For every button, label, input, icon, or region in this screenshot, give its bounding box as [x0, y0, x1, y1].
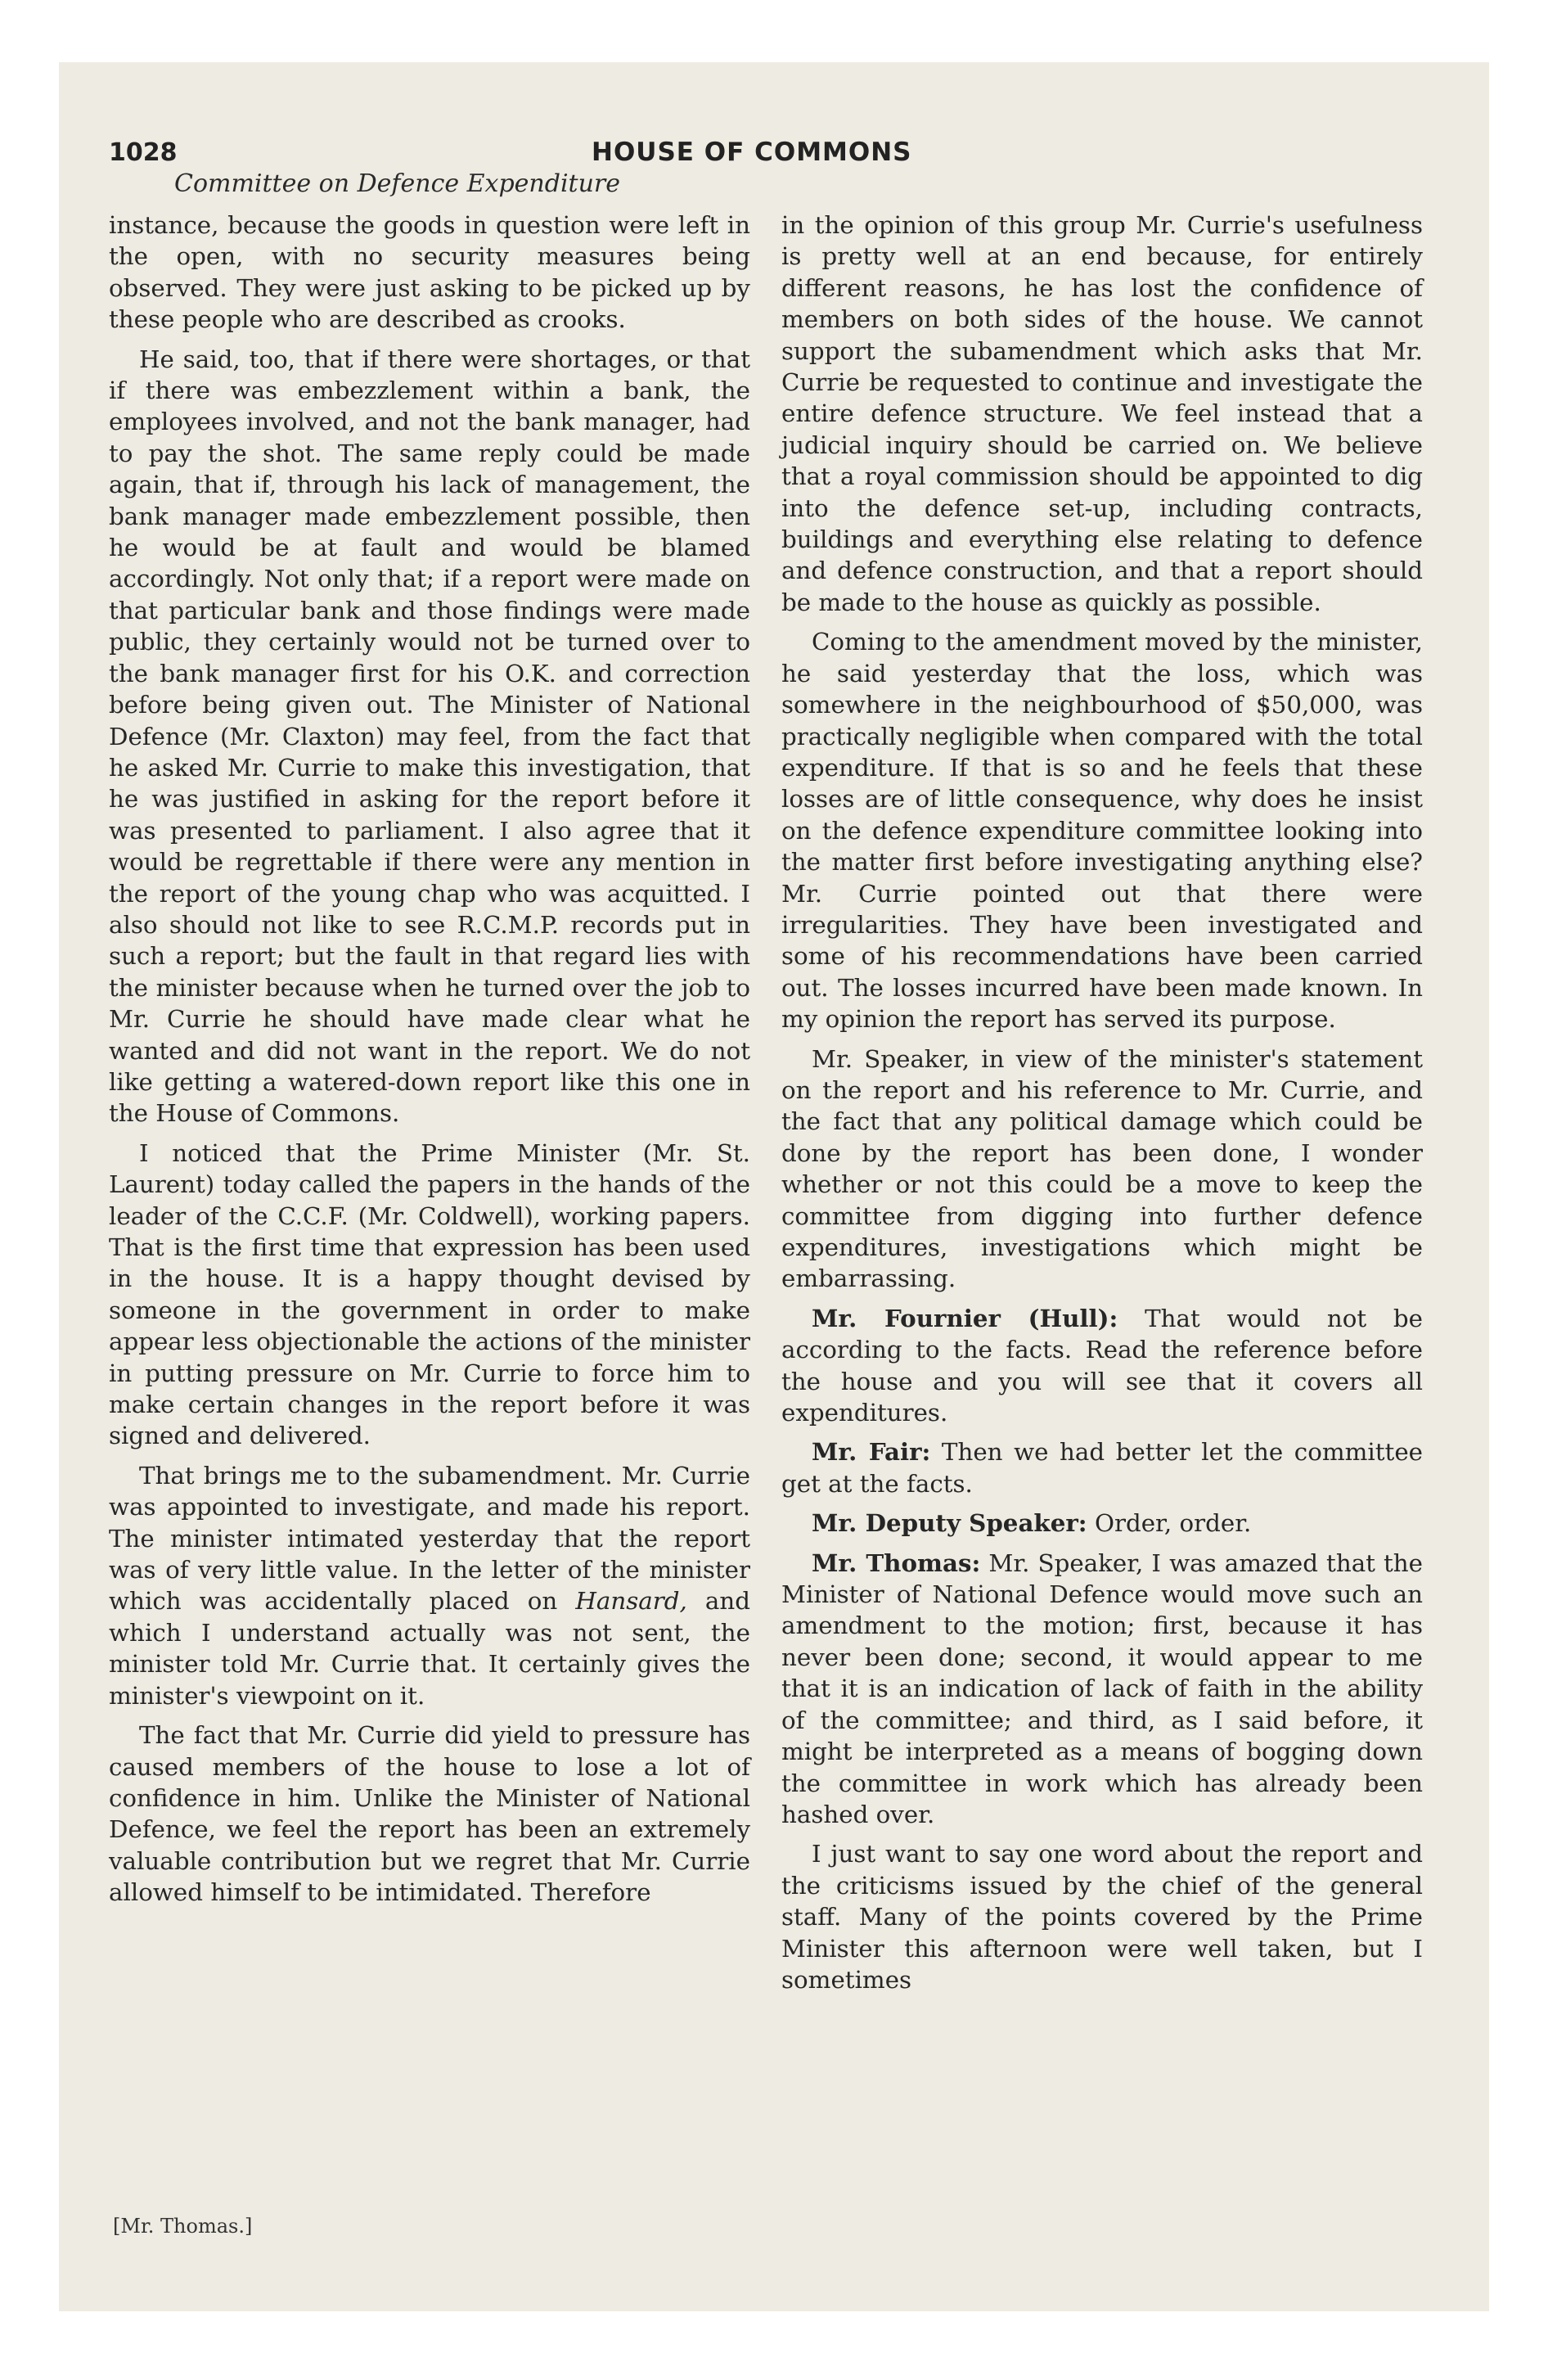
speech-text: Order, order. — [1087, 1509, 1252, 1538]
speech-text: Then we had better let the committee get at the facts. — [781, 1438, 1423, 1498]
paragraph: instance, because the goods in question were left in the open, with no security measures being observed. They were just asking to be picked up by these people who are described as crooks. — [109, 211, 750, 334]
speaker-name: Mr. Fair: — [812, 1437, 931, 1467]
paragraph-text: and which I understand actually was not sent, the minister told Mr. Currie that. It certainly gives the minister's viewpoint on it. — [109, 1587, 750, 1710]
paragraph-text: That brings me to the subamendment. Mr. Currie was appointed to investigate, and made his report. The minister intimated yesterday that the report was of very little value. In the letter of the minister which was accidentally placed on — [109, 1461, 750, 1616]
running-title: HOUSE OF COMMONS — [592, 137, 912, 167]
paragraph: The fact that Mr. Currie did yield to pressure has caused members of the house to lose a lot of confidence in him. Unlike the Minister of National Defence, we feel the report has been an extremely valuable contribution but we regret that Mr. Currie allowed himself to be intimidated. Therefore — [109, 1721, 750, 1907]
left-column — [109, 210, 750, 1917]
page-header — [109, 137, 948, 167]
section-subtitle: Committee on Defence Expenditure — [174, 169, 621, 198]
paragraph: He said, too, that if there were shortages, or that if there was embezzlement within a bank, the employees involved, and not the bank manager, had to pay the shot. The same reply could be made again, that if, through his lack of management, the bank manager made embezzlement possible, then he would be at fault and would be blamed accordingly. Not only that; if a report were made on that particular bank and those findings were made public, they certainly would not be turned over to the bank manager first for his O.K. and correction before being given out. The Minister of National Defence (Mr. Claxton) may feel, from the fact that he asked Mr. Currie to make this investigation, that he was justified in asking for the report before it was presented to parliament. I also agree that it would be regrettable if there were any mention in the report of the young chap who was acquitted. I also should not like to see R.C.M.P. records put in such a report; but the fault in that regard lies with the minister because when he turned over the job to Mr. Currie he should have made clear what he wanted and did not want in the report. We do not like getting a watered-down report like this one in the House of Commons. — [109, 345, 750, 1128]
paragraph: I just want to say one word about the report and the criticisms issued by the chief of the general staff. Many of the points covered by the Prime Minister this afternoon were well taken, but I sometimes — [781, 1840, 1423, 1994]
page-number: 1028 — [109, 138, 178, 167]
paragraph: Mr. Speaker, in view of the minister's statement on the report and his reference to Mr. Currie, and the fact that any political damage which could be done by the report has been done, I wonder whether or not this could be a move to keep the committee from digging into further defence expenditures, investigations which might be embarrassing. — [781, 1044, 1423, 1293]
speech — [781, 1303, 1423, 1429]
speech-text: That would not be according to the facts. Read the reference before the house and you will see that it covers all expenditures. — [781, 1304, 1423, 1427]
paragraph: Coming to the amendment moved by the minister, he said yesterday that the loss, which was somewhere in the neighbourhood of $50,000, was practically negligible when compared with the total expenditure. If that is so and he feels that these losses are of little consequence, why does he insist on the defence expenditure committee looking into the matter first before investigating anything else? Mr. Currie pointed out that there were irregularities. They have been investigated and some of his recommendations have been carried out. The losses incurred have been made known. In my opinion the report has served its purpose. — [781, 628, 1423, 1034]
speech — [781, 1508, 1423, 1539]
speaker-name: Mr. Deputy Speaker: — [812, 1508, 1087, 1538]
speech — [781, 1548, 1423, 1831]
hansard-italic: Hansard, — [575, 1587, 687, 1616]
speaker-attribution: [Mr. Thomas.] — [113, 2215, 253, 2238]
paragraph: in the opinion of this group Mr. Currie's usefulness is pretty well at an end because, for entirely different reasons, he has lost the confidence of members on both sides of the house. We cannot support the subamendment which asks that Mr. Currie be requested to continue and investigate the entire defence structure. We feel instead that a judicial inquiry should be carried on. We believe that a royal commission should be appointed to dig into the defence set-up, including contracts, buildings and everything else relating to defence and defence construction, and that a report should be made to the house as quickly as possible. — [781, 211, 1423, 616]
paragraph: I noticed that the Prime Minister (Mr. St. Laurent) today called the papers in the hands of the leader of the C.C.F. (Mr. Coldwell), working papers. That is the first time that expression has been used in the house. It is a happy thought devised by someone in the government in order to make appear less objectionable the actions of the minister in putting pressure on Mr. Currie to force him to make certain changes in the report before it was signed and delivered. — [109, 1138, 750, 1450]
speech — [781, 1436, 1423, 1499]
speech-text: Mr. Speaker, I was amazed that the Minister of National Defence would move such an amendment to the motion; first, because it has never been done; second, it would appear to me that it is an indication of lack of faith in the ability of the committee; and third, as I said before, it might be interpreted as a means of bogging down the committee in work which has already been hashed over. — [781, 1548, 1423, 1828]
speaker-name: Mr. Fournier (Hull): — [812, 1303, 1118, 1332]
paragraph — [109, 1460, 750, 1711]
speaker-name: Mr. Thomas: — [812, 1548, 981, 1577]
right-column — [781, 210, 1423, 2004]
